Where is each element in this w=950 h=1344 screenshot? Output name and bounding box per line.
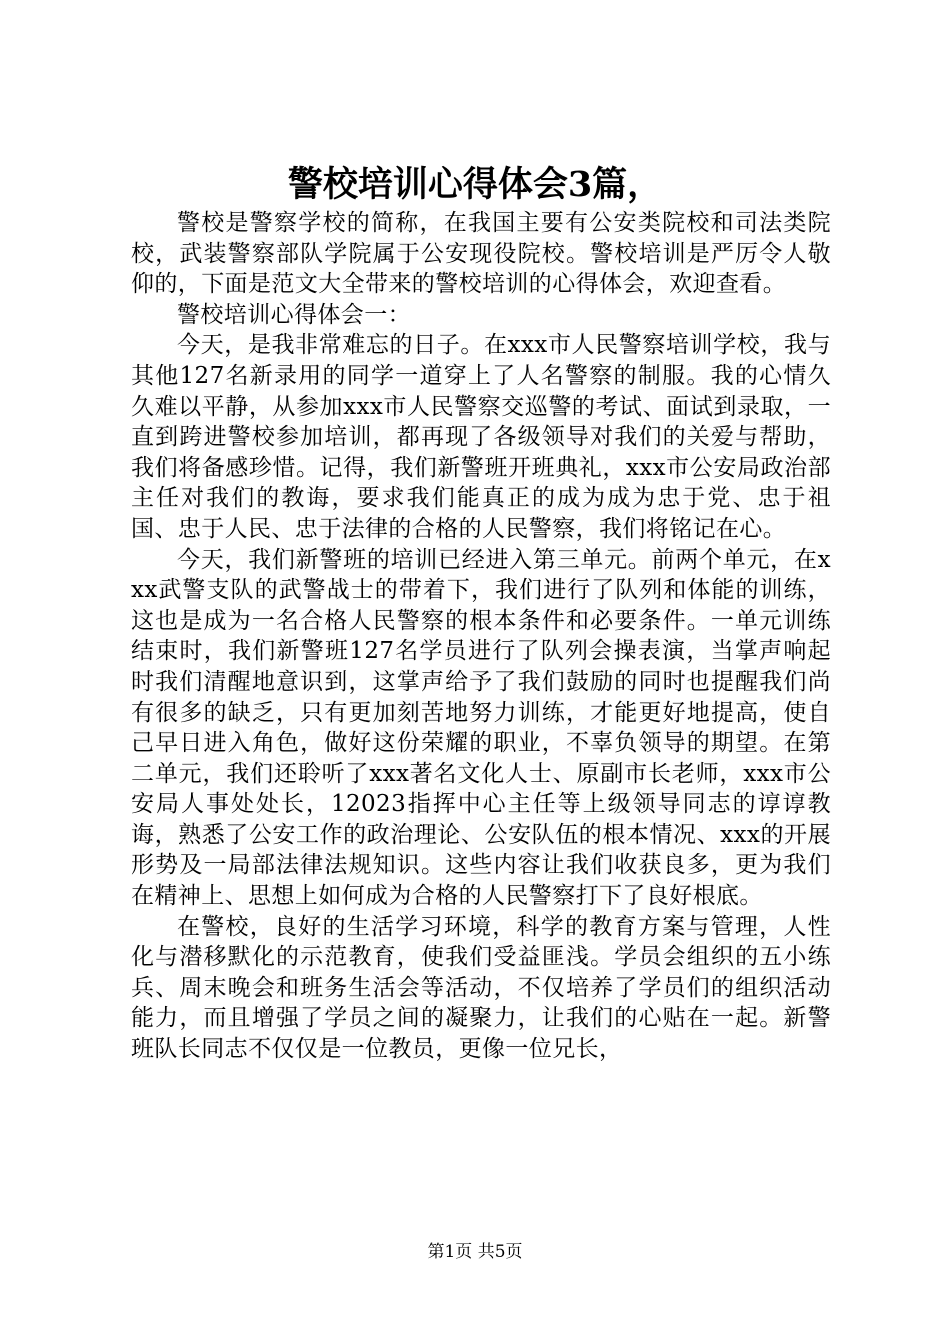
document-body — [131, 208, 831, 1065]
paragraph-intro: 警校是警察学校的简称，在我国主要有公安类院校和司法类院校，武装警察部队学院属于公安现役院校。警校培训是严厉令人敬仰的，下面是范文大全带来的警校培训的心得体会，欢迎查看。 — [131, 210, 831, 298]
paragraph-school-life: 在警校，良好的生活学习环境，科学的教育方案与管理，人性化与潜移默化的示范教育，使我们受益匪浅。学员会组织的五小练兵、周末晚会和班务生活会等活动，不仅培养了学员们的组织活动能力，而且增强了学员之间的凝聚力，让我们的心贴在一起。新警班队长同志不仅仅是一位教员，更像一位兄长， — [131, 913, 831, 1063]
paragraph-third-unit: 今天，我们新警班的培训已经进入第三单元。前两个单元，在xxx武警支队的武警战士的带着下，我们进行了队列和体能的训练，这也是成为一名合格人民警察的根本条件和必要条件。一单元训练结束时，我们新警班127名学员进行了队列会操表演，当掌声响起时我们清醒地意识到，这掌声给予了我们鼓励的同时也提醒我们尚有很多的缺乏，只有更加刻苦地努力训练，才能更好地提高，使自己早日进入角色，做好这份荣耀的职业，不辜负领导的期望。在第二单元，我们还聆听了xxx著名文化人士、原副市长老师，xxx市公安局人事处处长，12023指挥中心主任等上级领导同志的谆谆教诲，熟悉了公安工作的政治理论、公安队伍的根本情况、xxx的开展形势及一局部法律法规知识。这些内容让我们收获良多，更为我们在精神上、思想上如何成为合格的人民警察打下了良好根底。 — [131, 546, 831, 910]
document-title: 警校培训心得体会3篇， — [287, 164, 663, 205]
page-number-footer: 第1页 共5页 — [427, 1242, 523, 1262]
paragraph-first-day: 今天，是我非常难忘的日子。在xxx市人民警察培训学校，我与其他127名新录用的同学一道穿上了人名警察的制服。我的心情久久难以平静，从参加xxx市人民警察交巡警的考试、面试到录取，一直到跨进警校参加培训，都再现了各级领导对我们的关爱与帮助，我们将备感珍惜。记得，我们新警班开班典礼，xxx市公安局政治部主任对我们的教诲，要求我们能真正的成为成为忠于党、忠于祖国、忠于人民、忠于法律的合格的人民警察，我们将铭记在心。 — [131, 332, 831, 542]
paragraph-section-heading: 警校培训心得体会一： — [177, 301, 411, 328]
